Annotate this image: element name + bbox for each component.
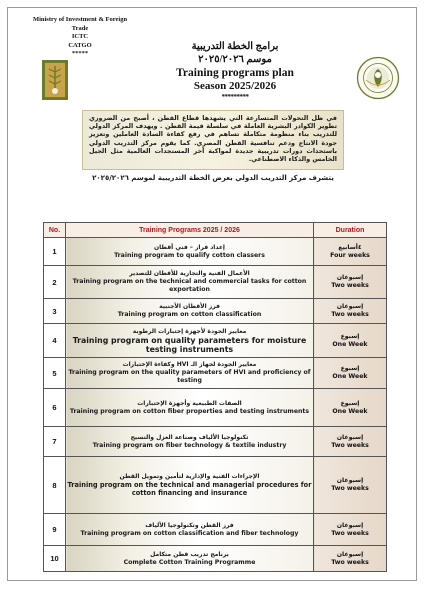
table-row bbox=[44, 324, 387, 358]
row-number: 7 bbox=[44, 427, 66, 457]
program-arabic: الإجراءات الفنية والإدارية لتأمين وتمويل القطن bbox=[119, 473, 260, 480]
program-english: Training program on cotton classification and fiber technology bbox=[80, 529, 299, 537]
duration-cell bbox=[314, 299, 387, 324]
table-row bbox=[44, 238, 387, 266]
duration-arabic: إسبوعان bbox=[336, 303, 364, 310]
program-cell bbox=[66, 546, 314, 572]
duration-arabic: ٤أسابيع bbox=[338, 243, 362, 251]
program-cell bbox=[66, 514, 314, 546]
program-arabic: معايير الجودة لأجهزة إختبارات الرطوبة bbox=[132, 327, 247, 335]
duration-cell bbox=[314, 266, 387, 299]
duration-arabic: إسبوعان bbox=[336, 550, 364, 558]
table-row bbox=[44, 389, 387, 427]
duration-cell bbox=[314, 457, 387, 514]
duration-english: Two weeks bbox=[331, 529, 369, 537]
title-stars: ********* bbox=[221, 93, 249, 101]
program-arabic: تكنولوجيا الألياف وصناعة الغزل والنسيج bbox=[130, 433, 249, 441]
program-arabic: فرز الأقطان الأجنبية bbox=[159, 303, 220, 310]
row-number: 9 bbox=[44, 514, 66, 546]
duration-cell bbox=[314, 238, 387, 266]
program-english: Training program on the quality parameters of HVI and proficiency of testing bbox=[68, 369, 311, 384]
program-arabic: معايير الجودة لجهاز الـ HVI وكفاءة الإختبارات bbox=[122, 361, 257, 368]
program-cell bbox=[66, 299, 314, 324]
duration-english: Two weeks bbox=[331, 558, 369, 566]
header-program: Training Programs 2025 / 2026 bbox=[66, 223, 314, 238]
row-number: 2 bbox=[44, 266, 66, 299]
table-row bbox=[44, 266, 387, 299]
row-number: 8 bbox=[44, 457, 66, 514]
intro-paragraph: في ظل التحولات المتسارعة التي يشهدها قطاع القطن ، أصبح من الضروري تطوير الكوادر البشرية العاملة في سلسلة قيمة القطن . ويهدف المركز الدولي للتدريب بناء منظومة متكاملة تساهم في رفع كفاءة السادة العاملين وتعزيز جودة الانتاج ودعم تنافسية القطن المصري. كما يقوم مركز التدريب الدولي باستحداث دورات تدريبية جديدة لمواكبة آخر المستجدات العالمية مثل الجيل الخامس والذكاء الاصطناعي. bbox=[82, 110, 344, 170]
duration-arabic: إسبوعان bbox=[336, 477, 364, 484]
row-number: 3 bbox=[44, 299, 66, 324]
duration-cell bbox=[314, 324, 387, 358]
header-duration: Duration bbox=[314, 223, 387, 238]
program-cell bbox=[66, 324, 314, 358]
ministry-header bbox=[30, 16, 130, 59]
table-row bbox=[44, 514, 387, 546]
row-number: 5 bbox=[44, 358, 66, 389]
program-arabic: الأعمال الفنية والتجارية للأقطان للتصدير bbox=[129, 270, 250, 277]
duration-cell bbox=[314, 514, 387, 546]
duration-english: One Week bbox=[332, 340, 368, 348]
duration-english: Two weeks bbox=[331, 282, 369, 289]
row-number: 4 bbox=[44, 324, 66, 358]
program-english: Training program on quality parameters for moisture testing instruments bbox=[72, 335, 307, 354]
title-english: Training programs plan bbox=[176, 67, 294, 79]
duration-arabic: إسبوع bbox=[340, 365, 360, 372]
catgo-seal bbox=[356, 56, 400, 100]
header-stars: ***** bbox=[71, 50, 89, 57]
title-arabic: برامج الخطة التدريبية bbox=[191, 41, 279, 52]
program-english: Training program on the technical and managerial procedures for cotton financing and insurance bbox=[67, 481, 312, 497]
table-row bbox=[44, 358, 387, 389]
row-number: 10 bbox=[44, 546, 66, 572]
table-row bbox=[44, 546, 387, 572]
ministry-name: Ministry of Investment & Foreign Trade bbox=[32, 16, 128, 32]
duration-english: Two weeks bbox=[331, 485, 369, 492]
program-cell bbox=[66, 358, 314, 389]
header-no: No. bbox=[44, 223, 66, 238]
duration-arabic: إسبوع bbox=[340, 332, 360, 340]
season-english: Season 2025/2026 bbox=[193, 80, 277, 92]
duration-cell bbox=[314, 427, 387, 457]
duration-cell bbox=[314, 389, 387, 427]
duration-english: Two weeks bbox=[331, 441, 369, 449]
program-cell bbox=[66, 427, 314, 457]
programs-table bbox=[43, 222, 387, 572]
duration-arabic: إسبوعان bbox=[336, 274, 364, 281]
row-number: 1 bbox=[44, 238, 66, 266]
row-number: 6 bbox=[44, 389, 66, 427]
center-name: ICTC bbox=[71, 33, 89, 40]
duration-english: Two weeks bbox=[331, 311, 369, 318]
program-cell bbox=[66, 389, 314, 427]
table-header-row bbox=[44, 223, 387, 238]
announcement: يتشرف مركز التدريب الدولي بعرض الخطة التدريبية لموسم ٢٠٢٥/٢٠٢٦ bbox=[92, 174, 334, 182]
program-arabic: فرز القطن وتكنولوجيا الألياف bbox=[145, 521, 234, 529]
table-row bbox=[44, 457, 387, 514]
program-english: Training program on cotton classification bbox=[117, 311, 262, 318]
program-arabic: الصفات الطبيعية وأجهزة الإختبارات bbox=[137, 399, 242, 407]
program-cell bbox=[66, 238, 314, 266]
program-arabic: برنامج تدريب قطن متكامل bbox=[150, 550, 229, 558]
program-arabic: إعداد فراز – فني أقطان bbox=[154, 243, 225, 251]
duration-english: One Week bbox=[332, 373, 368, 380]
org-name: CATGO bbox=[68, 41, 92, 49]
program-english: Training program on fiber technology & textile industry bbox=[92, 441, 287, 449]
table-row bbox=[44, 427, 387, 457]
duration-cell bbox=[314, 358, 387, 389]
duration-arabic: إسبوعان bbox=[336, 433, 364, 441]
table-row bbox=[44, 299, 387, 324]
season-arabic: موسم ٢٠٢٥/٢٠٢٦ bbox=[198, 54, 272, 65]
duration-english: Four weeks bbox=[330, 251, 370, 259]
duration-arabic: إسبوع bbox=[340, 399, 360, 407]
program-english: Training program on cotton fiber properties and testing instruments bbox=[69, 407, 310, 415]
program-cell bbox=[66, 457, 314, 514]
ictc-logo bbox=[40, 58, 70, 102]
duration-cell bbox=[314, 546, 387, 572]
program-english: Training program on the technical and commercial tasks for cotton exportation bbox=[72, 278, 307, 293]
duration-arabic: إسبوعان bbox=[336, 521, 364, 529]
program-cell bbox=[66, 266, 314, 299]
title-block bbox=[150, 40, 320, 101]
program-english: Training program to qualify cotton classers bbox=[114, 251, 265, 259]
duration-english: One Week bbox=[332, 407, 368, 415]
program-english: Complete Cotton Training Programme bbox=[123, 558, 256, 566]
